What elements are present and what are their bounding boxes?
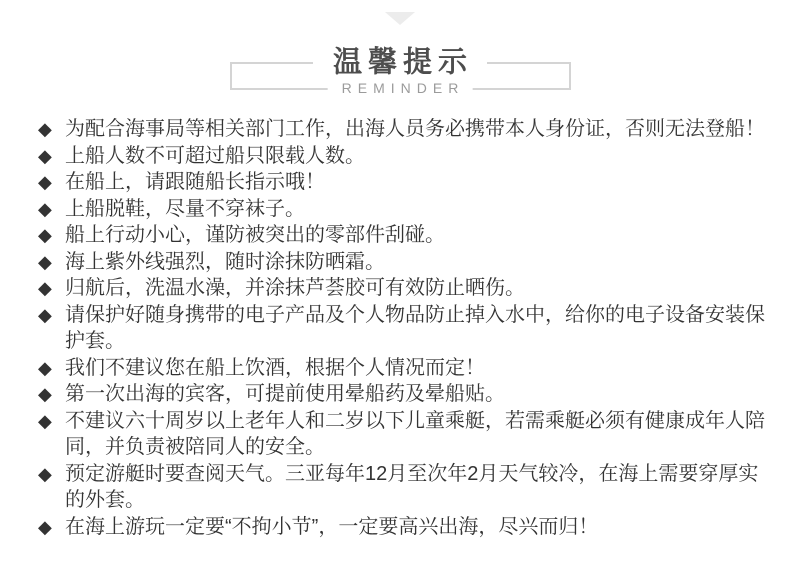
tip-item — [38, 302, 800, 355]
tip-item — [38, 249, 800, 276]
page-subtitle: REMINDER — [328, 81, 473, 95]
tip-text: 上船人数不可超过船只限载人数。 — [65, 144, 365, 167]
diamond-bullet-icon: ◆ — [38, 304, 52, 325]
tip-item — [38, 461, 800, 514]
page-title: 温馨提示 — [313, 48, 487, 77]
tip-item — [38, 355, 800, 382]
diamond-bullet-icon: ◆ — [38, 251, 52, 272]
diamond-bullet-icon: ◆ — [38, 145, 52, 166]
diamond-bullet-icon: ◆ — [38, 516, 52, 537]
diamond-bullet-icon: ◆ — [38, 172, 52, 192]
tip-item — [38, 222, 800, 249]
tip-text: 第一次出海的宾客，可提前使用晕船药及晕船贴。 — [65, 383, 505, 405]
tip-item — [38, 275, 800, 302]
diamond-bullet-icon: ◆ — [38, 119, 52, 139]
header-frame — [230, 46, 571, 96]
tip-text: 在船上，请跟随船长指示哦！ — [65, 171, 325, 193]
tip-item — [38, 143, 800, 170]
tip-text: 海上紫外线强烈，随时涂抹防晒霜。 — [65, 250, 385, 273]
diamond-bullet-icon: ◆ — [38, 357, 52, 378]
diamond-bullet-icon: ◆ — [38, 198, 52, 219]
tip-text: 请保护好随身携带的电子产品及个人物品防止掉入水中，给你的电子设备安装保护套。 — [65, 303, 765, 352]
tip-text: 为配合海事局等相关部门工作，出海人员务必携带本人身份证，否则无法登船！ — [65, 118, 765, 140]
tip-item — [38, 408, 800, 461]
tip-item — [38, 169, 800, 196]
diamond-bullet-icon: ◆ — [38, 278, 52, 298]
down-triangle-icon — [385, 12, 415, 25]
diamond-bullet-icon: ◆ — [38, 463, 52, 484]
tip-text: 上船脱鞋，尽量不穿袜子。 — [65, 197, 305, 220]
tip-text: 在海上游玩一定要“不拘小节”，一定要高兴出海，尽兴而归！ — [65, 515, 599, 538]
diamond-bullet-icon: ◆ — [38, 410, 52, 431]
tip-text: 我们不建议您在船上饮酒，根据个人情况而定！ — [65, 356, 485, 379]
tip-text: 预定游艇时要查阅天气。三亚每年12月至次年2月天气较冷，在海上需要穿厚实的外套。 — [65, 462, 759, 511]
tip-item — [38, 116, 800, 143]
tips-list — [0, 116, 800, 540]
tip-item — [38, 381, 800, 408]
diamond-bullet-icon: ◆ — [38, 225, 52, 245]
diamond-bullet-icon: ◆ — [38, 384, 52, 404]
tip-text: 不建议六十周岁以上老年人和二岁以下儿童乘艇，若需乘艇必须有健康成年人陪同，并负责被陪同人的安全。 — [65, 409, 765, 458]
tip-text: 归航后，洗温水澡，并涂抹芦荟胶可有效防止晒伤。 — [65, 277, 525, 299]
tip-text: 船上行动小心，谨防被突出的零部件刮碰。 — [65, 224, 445, 246]
tip-item — [38, 514, 800, 541]
tip-item — [38, 196, 800, 223]
